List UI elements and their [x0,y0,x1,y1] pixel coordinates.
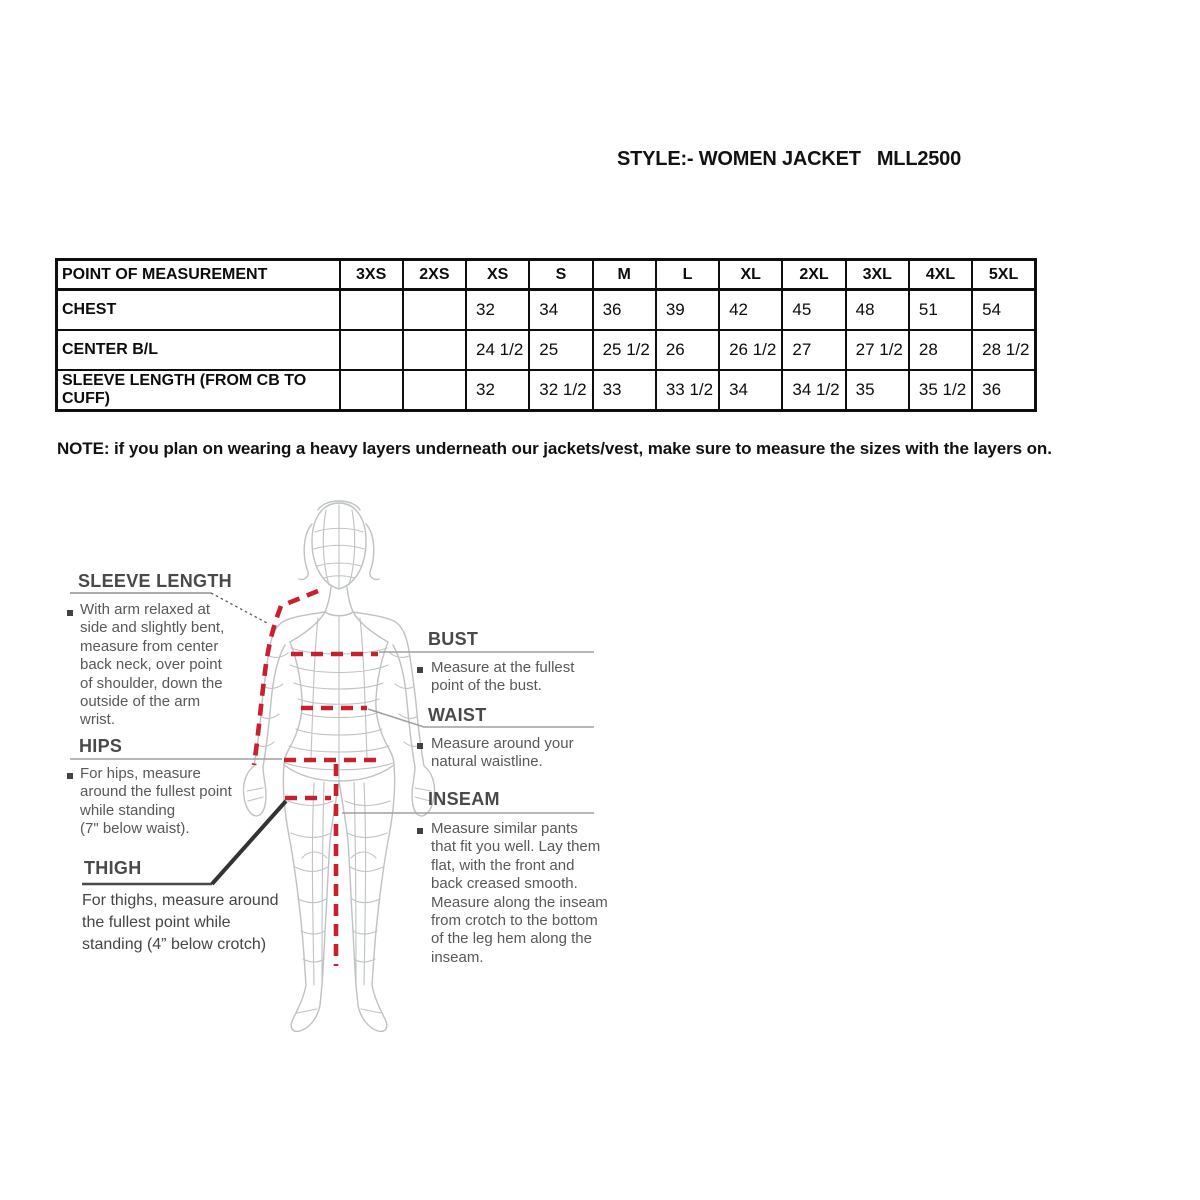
cell-value [340,370,403,411]
description-line: natural waistline. [431,753,543,771]
cell-value [403,330,466,370]
table-header-row [57,260,1036,290]
row-label: CHEST [57,290,340,331]
bust-heading: BUST [428,629,479,649]
description-line: wrist. [80,711,115,729]
description-line: point of the bust. [431,677,542,695]
row-label: SLEEVE LENGTH (FROM CB TO CUFF) [57,370,340,411]
cell-value: 34 [719,370,782,411]
cell-value: 35 [846,370,909,411]
cell-value: 28 1/2 [972,330,1035,370]
cell-value: 34 [529,290,592,331]
cell-value: 36 [972,370,1035,411]
bullet-marker [67,773,73,779]
page-title: STYLE:- WOMEN JACKET MLL2500 [617,148,962,170]
bullet-marker [417,828,423,834]
note-text: NOTE: if you plan on wearing a heavy layers underneath our jackets/vest, make sure to measure the sizes with the layers on. [57,439,1052,458]
bust-description [431,659,574,696]
cell-value: 26 [656,330,719,370]
inseam-heading: INSEAM [428,789,500,809]
description-line: side and slightly bent, [80,619,225,637]
sleeve-measure-line [254,591,318,765]
description-line: measure from center [80,637,219,655]
table-header-size: 2XS [403,260,466,290]
row-label: CENTER B/L [57,330,340,370]
cell-value: 25 [529,330,592,370]
cell-value: 27 1/2 [846,330,909,370]
cell-value: 33 1/2 [656,370,719,411]
cell-value [403,370,466,411]
cell-value: 54 [972,290,1035,331]
cell-value: 42 [719,290,782,331]
table-row-chest [57,290,1036,331]
description-line: from crotch to the bottom [431,912,598,930]
description-line: (7" below waist). [80,820,190,838]
cell-value: 25 1/2 [593,330,656,370]
cell-value: 36 [593,290,656,331]
description-line: back creased smooth. [431,875,578,893]
table-row-center-bl [57,330,1036,370]
inseam-description [431,820,608,967]
description-line: Measure around your [431,735,574,752]
cell-value [340,290,403,331]
description-line: the fullest point while [82,914,231,931]
description-line: that fit you well. Lay them [431,838,601,856]
description-line: around the fullest point [80,783,232,801]
table-header-size: M [593,260,656,290]
hips-description [80,765,232,839]
cell-value: 34 1/2 [782,370,845,411]
description-line: For hips, measure [80,765,201,782]
bullet-marker [67,610,73,616]
description-line: Measure along the inseam [431,893,608,911]
table-header-size: 3XS [340,260,403,290]
cell-value: 28 [909,330,972,370]
table-header-size: 4XL [909,260,972,290]
cell-value: 48 [846,290,909,331]
description-line: of shoulder, down the [80,674,223,692]
size-chart-table [55,258,1037,412]
cell-value [340,330,403,370]
description-line: standing (4” below crotch) [82,936,267,953]
sleeve-length-description [80,601,224,730]
bullet-marker [417,743,423,749]
table-header-size: 2XL [782,260,845,290]
cell-value: 26 1/2 [719,330,782,370]
cell-value: 39 [656,290,719,331]
description-line: while standing [80,801,176,819]
cell-value [403,290,466,331]
table-header-size: 3XL [846,260,909,290]
description-line: outside of the arm [80,693,201,711]
waist-heading: WAIST [428,705,487,725]
sleeve-length-heading: SLEEVE LENGTH [78,571,232,591]
cell-value: 32 [466,370,529,411]
thigh-description [82,890,279,956]
cell-value: 32 1/2 [529,370,592,411]
description-line: Measure at the fullest [431,659,575,676]
thigh-heading: THIGH [84,858,142,878]
table-row-sleeve-length [57,370,1036,411]
table-header-size: L [656,260,719,290]
cell-value: 35 1/2 [909,370,972,411]
table-header-size: S [529,260,592,290]
description-line: inseam. [431,948,484,966]
cell-value: 24 1/2 [466,330,529,370]
cell-value: 45 [782,290,845,331]
description-line: Measure similar pants [431,820,578,837]
cell-value: 27 [782,330,845,370]
table-header-size: XL [719,260,782,290]
cell-value: 32 [466,290,529,331]
description-line: With arm relaxed at [80,601,211,618]
bullet-marker [417,667,423,673]
description-line: For thighs, measure around [82,892,279,909]
description-line: back neck, over point [80,656,222,674]
table-header-point-of-measurement: POINT OF MEASUREMENT [57,260,340,290]
description-line: flat, with the front and [431,856,575,874]
table-header-size: 5XL [972,260,1035,290]
table-header-size: XS [466,260,529,290]
cell-value: 51 [909,290,972,331]
cell-value: 33 [593,370,656,411]
description-line: of the leg hem along the [431,930,592,948]
waist-description [431,735,574,772]
hips-heading: HIPS [79,736,123,756]
